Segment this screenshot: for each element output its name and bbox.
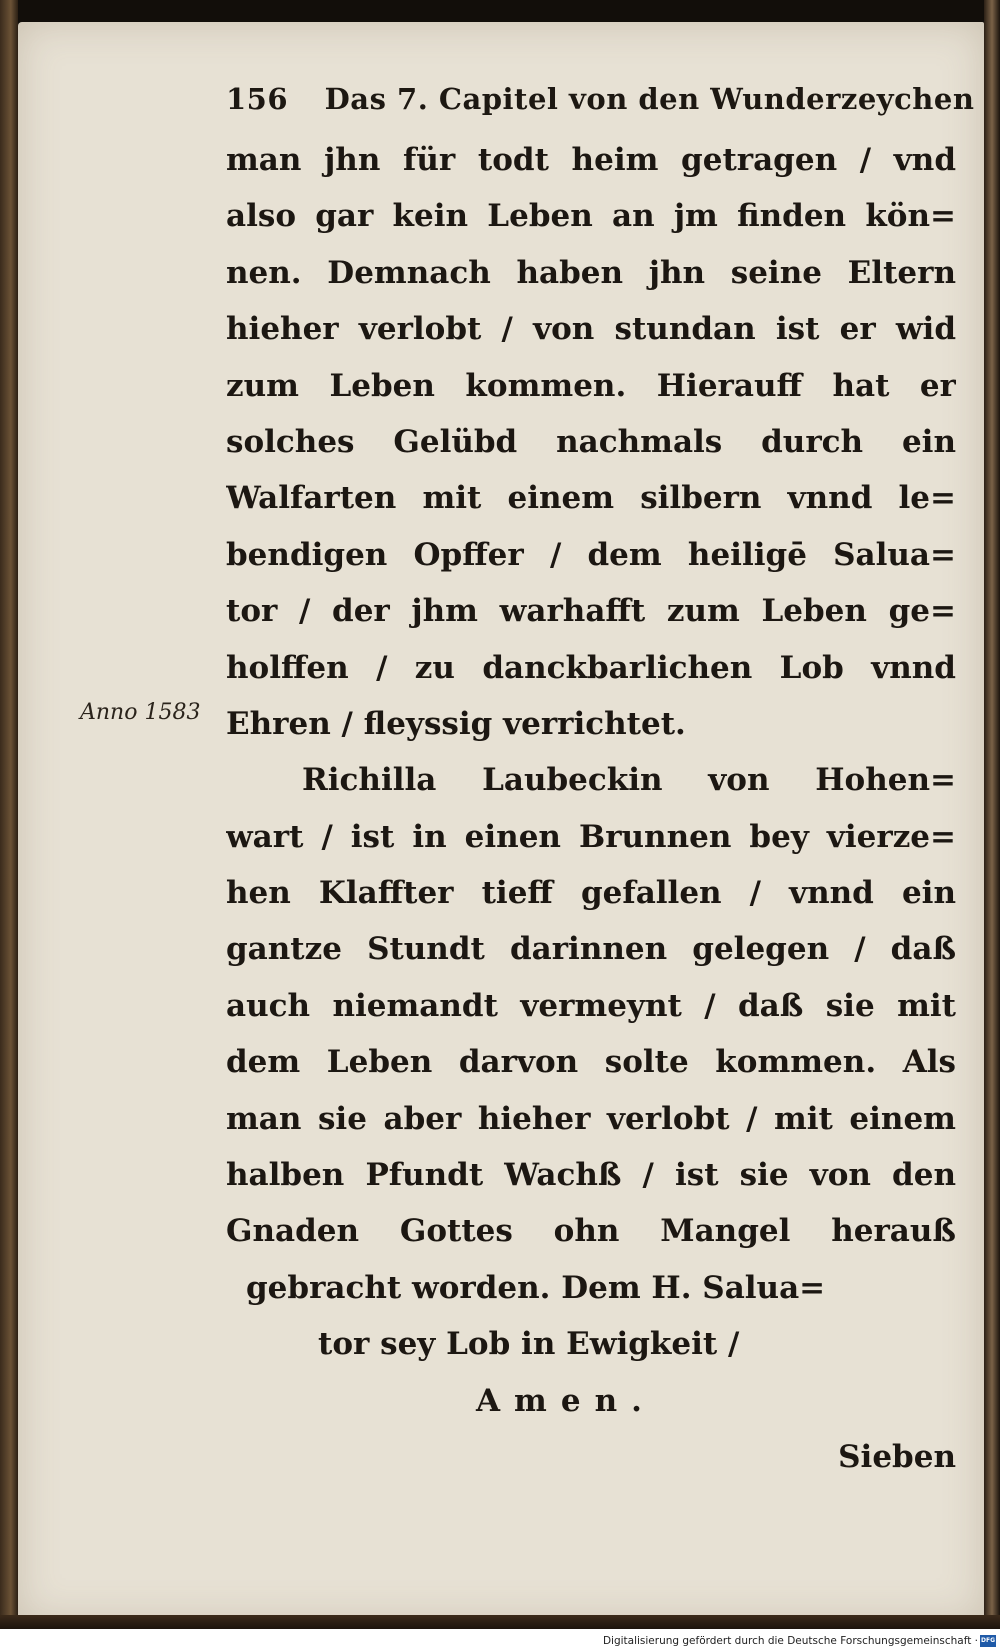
text-line: Gnaden Gottes ohn Mangel herauß	[226, 1213, 956, 1250]
margin-note-year: Anno 1583	[80, 700, 201, 725]
paragraph-start-line: Richilla Laubeckin von Hohen=	[302, 762, 956, 799]
page-bottom-edge	[0, 1615, 1000, 1629]
closing-amen: Amen.	[476, 1382, 656, 1419]
running-header	[226, 82, 974, 116]
text-line: nen. Demnach haben jhn seine Eltern	[226, 254, 956, 291]
text-line-centered: tor sey Lob in Ewigkeit /	[318, 1326, 740, 1363]
text-line: dem Leben darvon solte kommen. Als	[226, 1044, 956, 1081]
page-edge	[984, 0, 1000, 1651]
dfg-logo-icon: DFG	[980, 1635, 996, 1647]
text-line: gantze Stundt darinnen gelegen / daß	[226, 931, 956, 968]
page-number: 156	[226, 82, 289, 116]
text-line: halben Pfundt Wachß / ist sie von den	[226, 1157, 956, 1194]
funding-credit: Digitalisierung gefördert durch die Deutsche Forschungsgemeinschaft ·	[602, 1635, 978, 1647]
text-line: auch niemandt vermeynt / daß sie mit	[226, 987, 956, 1024]
book-spine	[0, 0, 18, 1651]
running-title: Das 7. Capitel von den Wunderzeychen	[324, 82, 975, 116]
catchword: Sieben	[838, 1438, 956, 1475]
text-line: hieher verlobt / von stundan ist er wid	[226, 311, 956, 348]
text-line: tor / der jhm warhafft zum Leben ge=	[226, 593, 956, 630]
text-line: zum Leben kommen. Hierauff hat er	[226, 367, 956, 404]
text-line: bendigen Opffer / dem heiligē Salua=	[226, 536, 956, 573]
text-line: Ehren / fleyssig verrichtet.	[226, 705, 686, 742]
text-line: man sie aber hieher verlobt / mit einem	[226, 1100, 956, 1137]
text-line: solches Gelübd nachmals durch ein	[226, 423, 956, 460]
body-text	[226, 132, 956, 1485]
text-line: Walfarten mit einem silbern vnnd le=	[226, 480, 956, 517]
text-line: holffen / zu danckbarlichen Lob vnnd	[226, 649, 956, 686]
text-line-centered: gebracht worden. Dem H. Salua=	[246, 1269, 826, 1306]
text-line: wart / ist in einen Brunnen bey vierze=	[226, 818, 956, 855]
text-line: man jhn für todt heim getragen / vnd	[226, 142, 956, 178]
text-line: hen Klaffter tieff gefallen / vnnd ein	[226, 875, 956, 912]
text-line: also gar kein Leben an jm finden kön=	[226, 198, 956, 235]
footer-bar	[0, 1629, 1000, 1651]
